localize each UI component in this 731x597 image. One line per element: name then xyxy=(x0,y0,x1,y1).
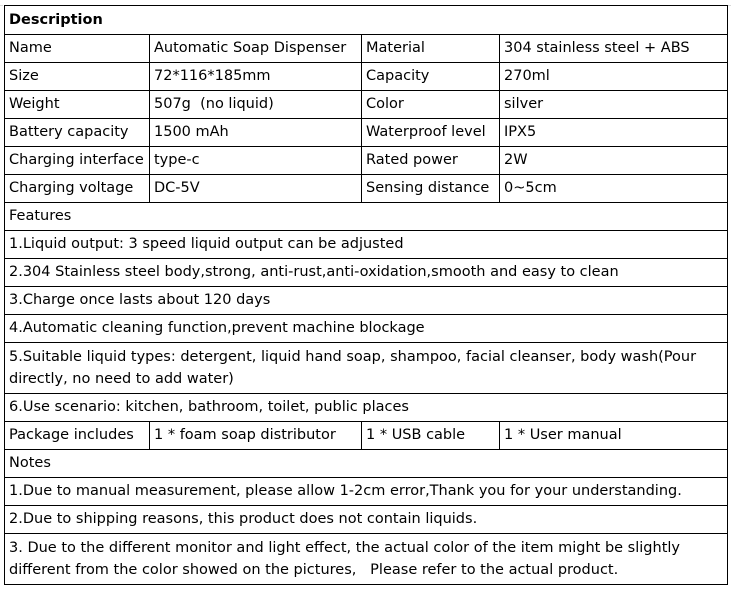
spec-row xyxy=(5,119,728,147)
spec-value: 270ml xyxy=(500,63,728,91)
spec-row xyxy=(5,147,728,175)
spec-row xyxy=(5,35,728,63)
feature-item: 4.Automatic cleaning function,prevent machine blockage xyxy=(5,315,728,343)
spec-label: Capacity xyxy=(362,63,500,91)
spec-label: Material xyxy=(362,35,500,63)
spec-label: Charging voltage xyxy=(5,175,150,203)
spec-value: 507g (no liquid) xyxy=(150,91,362,119)
spec-label: Weight xyxy=(5,91,150,119)
spec-label: Sensing distance xyxy=(362,175,500,203)
spec-value: silver xyxy=(500,91,728,119)
spec-value: IPX5 xyxy=(500,119,728,147)
features-heading: Features xyxy=(5,203,728,231)
feature-item: 1.Liquid output: 3 speed liquid output can be adjusted xyxy=(5,231,728,259)
feature-item: 2.304 Stainless steel body,strong, anti-rust,anti-oxidation,smooth and easy to clean xyxy=(5,259,728,287)
spec-label: Color xyxy=(362,91,500,119)
spec-value: type-c xyxy=(150,147,362,175)
spec-label: Rated power xyxy=(362,147,500,175)
spec-value: DC-5V xyxy=(150,175,362,203)
spec-value: Automatic Soap Dispenser xyxy=(150,35,362,63)
spec-label: Charging interface xyxy=(5,147,150,175)
spec-row xyxy=(5,63,728,91)
feature-item: 5.Suitable liquid types: detergent, liquid hand soap, shampoo, facial cleanser, body wash(Pour directly, no need to add water) xyxy=(5,343,728,394)
package-item: 1 * USB cable xyxy=(362,422,500,450)
package-item: 1 * foam soap distributor xyxy=(150,422,362,450)
spec-label: Battery capacity xyxy=(5,119,150,147)
spec-value: 304 stainless steel + ABS xyxy=(500,35,728,63)
spec-label: Name xyxy=(5,35,150,63)
package-label: Package includes xyxy=(5,422,150,450)
spec-value: 0~5cm xyxy=(500,175,728,203)
note-item: 2.Due to shipping reasons, this product does not contain liquids. xyxy=(5,506,728,534)
spec-label: Waterproof level xyxy=(362,119,500,147)
spec-label: Size xyxy=(5,63,150,91)
spec-row xyxy=(5,175,728,203)
feature-item: 6.Use scenario: kitchen, bathroom, toilet, public places xyxy=(5,394,728,422)
package-item: 1 * User manual xyxy=(500,422,728,450)
note-item: 1.Due to manual measurement, please allow 1-2cm error,Thank you for your understanding. xyxy=(5,478,728,506)
spec-value: 1500 mAh xyxy=(150,119,362,147)
description-sheet xyxy=(4,5,727,585)
package-row xyxy=(5,422,728,450)
note-item: 3. Due to the different monitor and light effect, the actual color of the item might be slightly different from the color showed on the pictures, Please refer to the actual product. xyxy=(5,534,728,585)
spec-table xyxy=(4,5,728,585)
feature-item: 3.Charge once lasts about 120 days xyxy=(5,287,728,315)
notes-heading: Notes xyxy=(5,450,728,478)
spec-value: 72*116*185mm xyxy=(150,63,362,91)
section-title: Description xyxy=(5,6,728,35)
spec-row xyxy=(5,91,728,119)
spec-value: 2W xyxy=(500,147,728,175)
